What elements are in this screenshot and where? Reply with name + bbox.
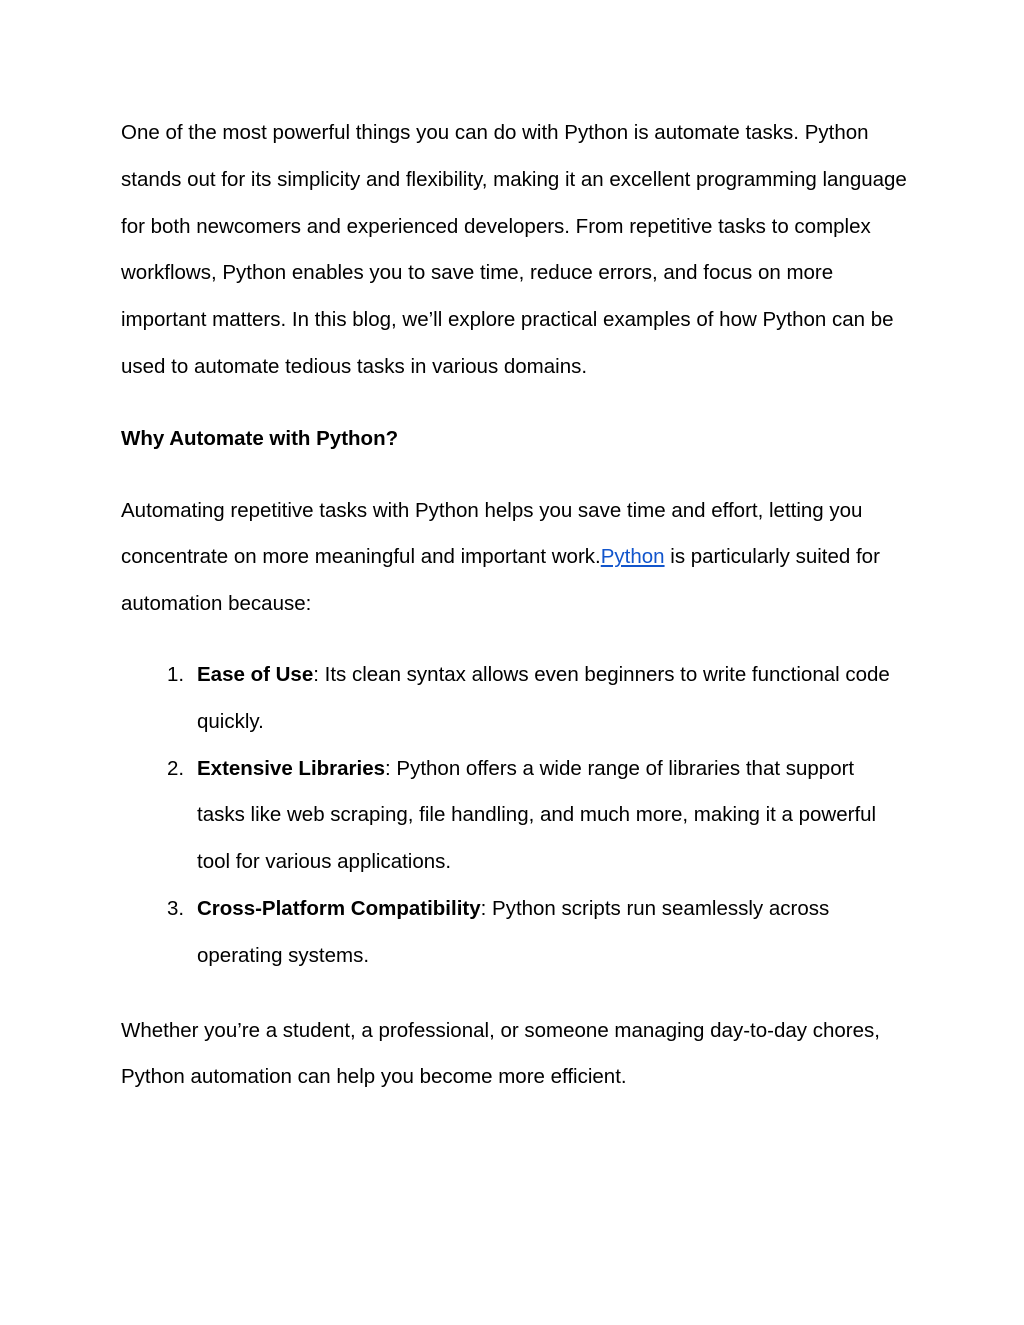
list-item	[121, 886, 907, 980]
automation-paragraph	[121, 488, 911, 628]
list-item-term: Cross-Platform Compatibility	[197, 896, 481, 920]
list-number: 2.	[167, 756, 185, 780]
automation-paragraph-text: Automating repetitive tasks with Python helps you save time and effort, letting you concentrate on more meaningful and important work.	[121, 498, 863, 569]
list-item-text: : Python offers a wide range of libraries that support tasks like web scraping, file handling, and much more, making it a powerful tool for various applications.	[197, 756, 877, 874]
document-page	[121, 110, 911, 1101]
automation-paragraph-tail: is particularly suited for automation because:	[121, 545, 880, 616]
list-item-term: Ease of Use	[197, 662, 314, 686]
list-item	[121, 652, 907, 746]
list-number: 1.	[167, 662, 185, 686]
list-item-term: Extensive Libraries	[197, 756, 386, 780]
list-item-text: : Python scripts run seamlessly across operating systems.	[197, 896, 830, 967]
section-heading: Why Automate with Python?	[121, 426, 399, 450]
intro-paragraph: One of the most powerful things you can do with Python is automate tasks. Python stands out for its simplicity and flexibility, making it an excellent programming language for both newcomers and experienced developers. From repetitive tasks to complex workflows, Python enables you to save time, reduce errors, and focus on more important matters. In this blog, we’ll explore practical examples of how Python can be used to automate tedious tasks in various domains.	[121, 121, 907, 378]
closing-paragraph: Whether you’re a student, a professional, or someone managing day-to-day chores, Python automation can help you become more efficient.	[121, 1018, 880, 1089]
list-item-text: : Its clean syntax allows even beginners to write functional code quickly.	[197, 662, 890, 733]
list-item	[121, 746, 907, 886]
feature-list	[121, 652, 911, 980]
list-number: 3.	[167, 896, 185, 920]
python-link[interactable]: Python	[600, 545, 665, 569]
